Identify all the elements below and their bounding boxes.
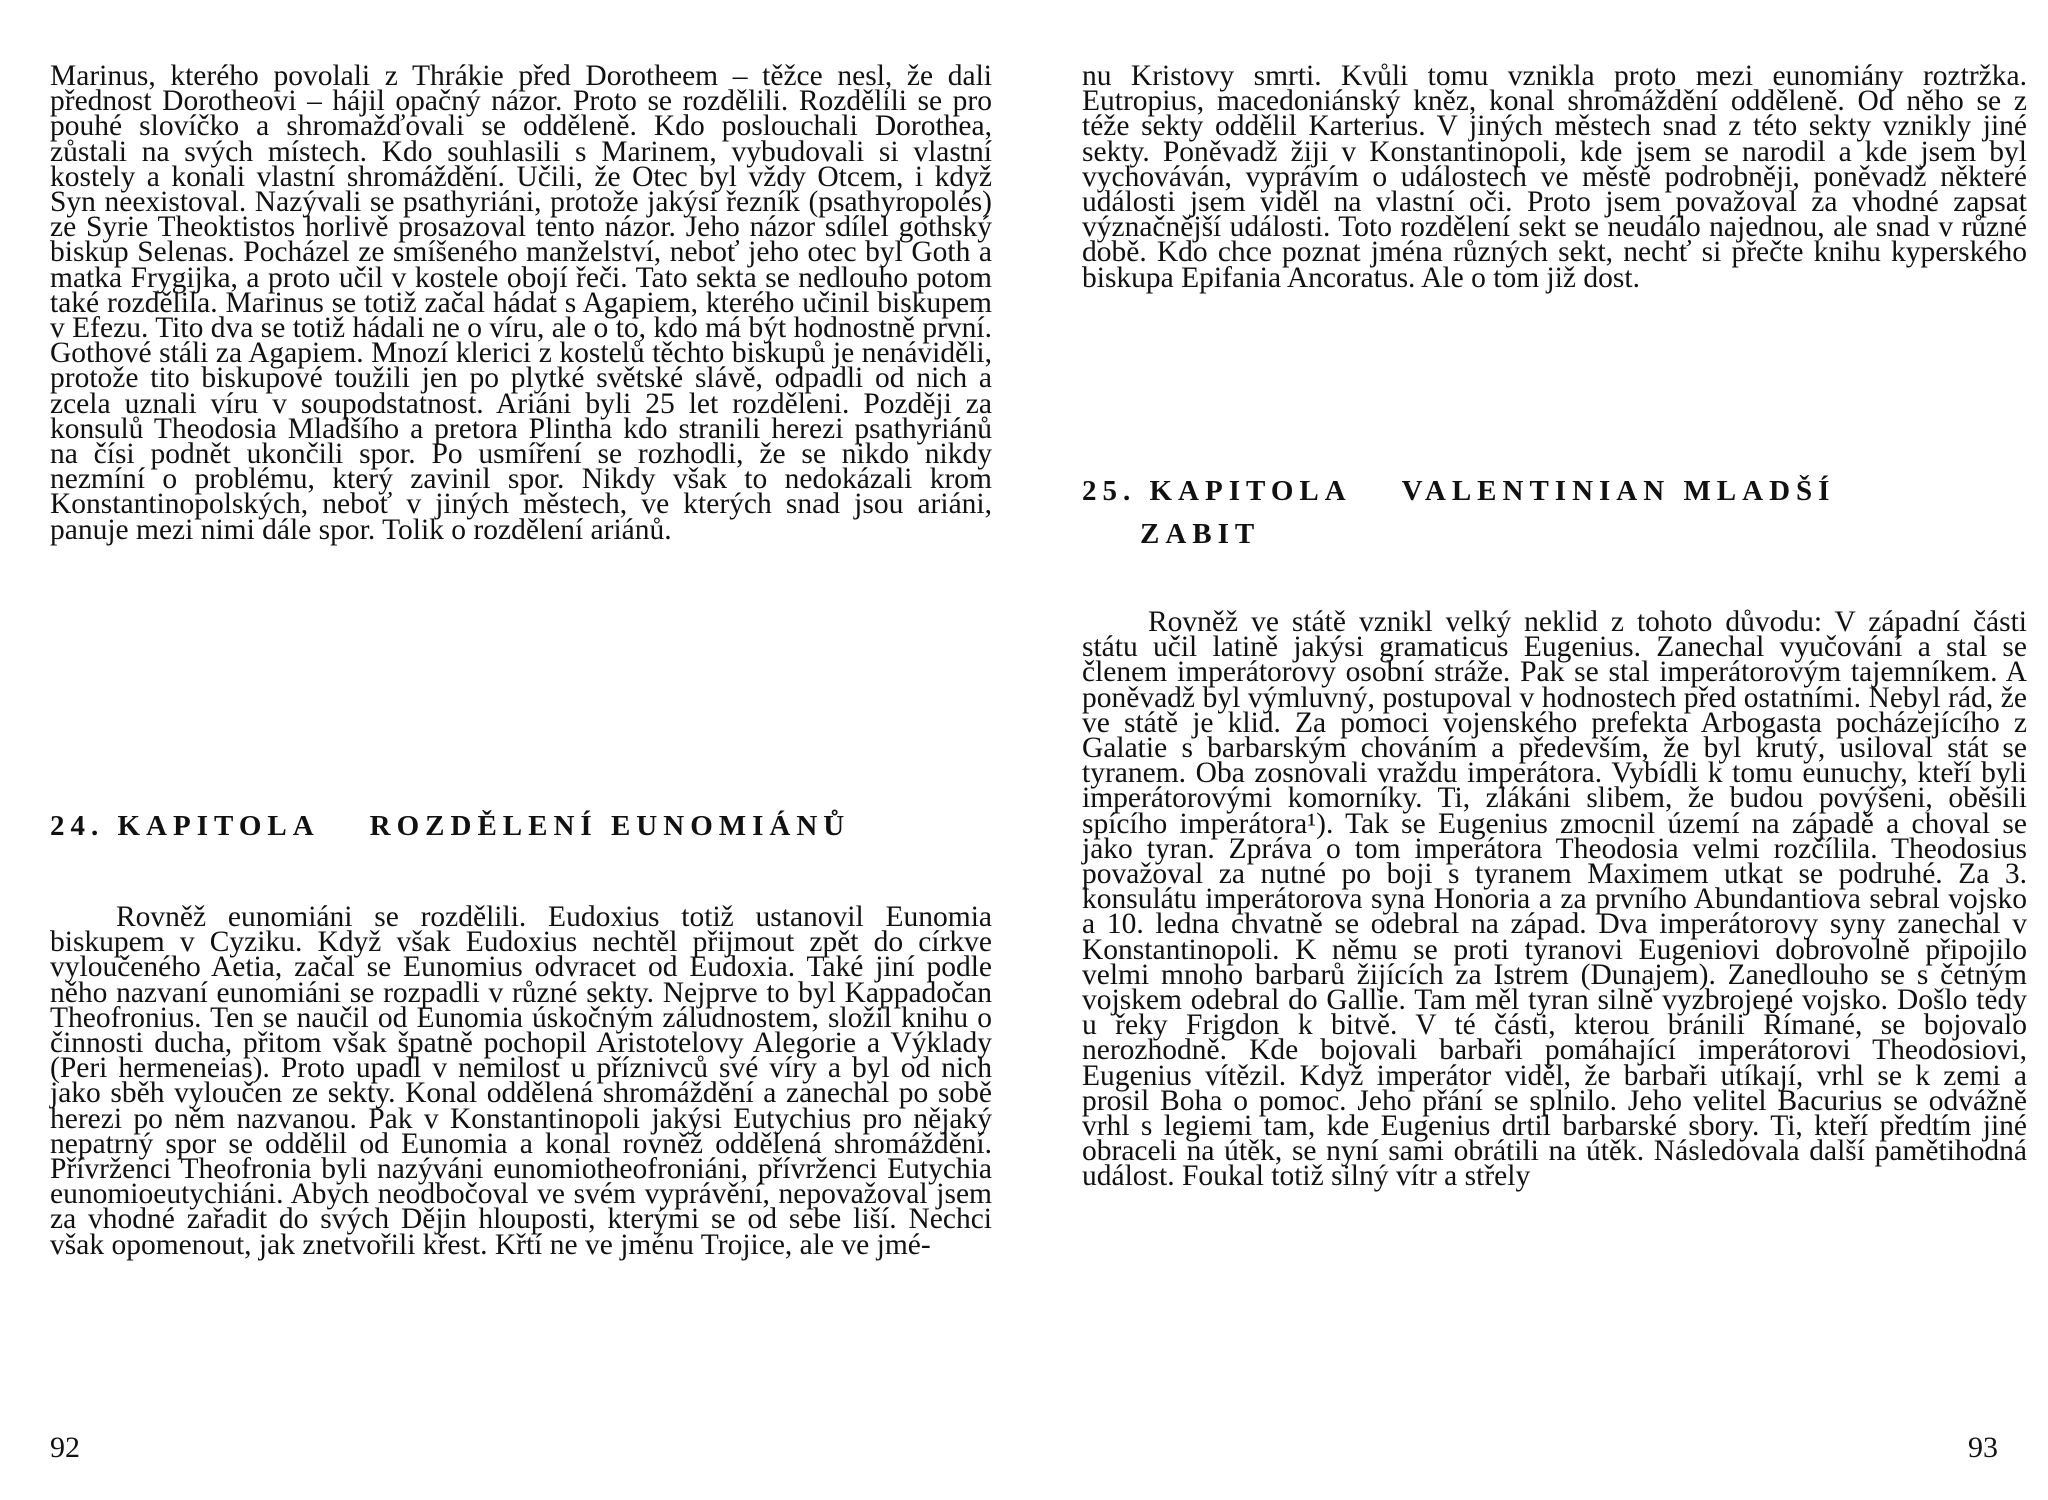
page-number-left: 92	[50, 1431, 80, 1464]
chapter-24-heading	[50, 806, 850, 846]
left-column-top	[50, 60, 992, 546]
right-page	[1024, 0, 2048, 1500]
right-paragraph-valentinian: Rovněž ve státě vznikl velký neklid z tohoto důvodu: V západní části státu učil latině jakýsi gramaticus Eugenius. Zanechal vyučování a stal se členem imperátorovy osobní stráže. Pak se stal imperátorovým tajemníkem. A poněvadž byl výmluvný, postupoval v hodnostech před ostatními. Nebyl rád, že ve státě je klid. Za pomoci vojenského prefekta Arbogasta pocházejícího z Galatie s barbarským chováním a především, že byl krutý, usiloval stát se tyranem. Oba zosnovali vraždu imperátora. Vybídli k tomu eunuchy, kteří byli imperátorovými komorníky. Ti, zlákáni slibem, že budou povýšeni, oběsili spícího imperátora¹). Tak se Eugenius zmocnil území na západě a choval se jako tyran. Zpráva o tom imperátora Theodosia velmi rozčílila. Theodosius považoval za nutné po boji s tyranem Maximem utkat se podruhé. Za 3. konsulátu imperátorova syna Honoria a za prvního Abundantiova sebral vojsko a 10. ledna chvatně se odebral na západ. Dva imperátorovy syny zanechal v Konstantinopoli. K němu se proti tyranovi Eugeniovi dobrovolně připojilo velmi mnoho barbarů žijících za Istrem (Dunajem). Zanedlouho se s četným vojskem odebral do Gallie. Tam měl tyran silně vyzbrojené vojsko. Došlo tedy u řeky Frigdon k bitvě. V té části, kterou bránili Římané, se bojovalo nerozhodně. Kde bojovali barbaři pomáhající imperátorovi Theodosiovi, Eugenius vítězil. Když imperátor viděl, že barbaři utíkají, vrhl se k zemi a prosil Boha o pomoc. Jeho přání se splnilo. Jeho velitel Bacurius se odvážně vrhl s legiemi tam, kde Eugenius drtil barbarské sbory. Ti, kteří předtím jiné obraceli na útěk, se nyní sami obrátili na útěk. Následovala další pamětihodná událost. Foukal totiž silný vítr a střely	[1082, 606, 2027, 1193]
page-number-right: 93	[1968, 1431, 1998, 1464]
left-paragraph-arians: Marinus, kterého povolali z Thrákie před Dorotheem – těžce nesl, že dali přednost Dorotheovi – hájil opačný názor. Proto se rozdělili. Rozdělili se pro pouhé slovíčko a shromažďovali se odděleně. Kdo poslouchali Dorothea, zůstali na svých místech. Kdo souhlasili s Marinem, vybudovali si vlastní kostely a konali vlastní shromáždění. Učili, že Otec byl vždy Otcem, i když Syn neexistoval. Nazývali se psathyriáni, protože jakýsi řezník (psathyropolés) ze Syrie Theoktistos horlivě prosazoval tento názor. Jeho názor sdílel gothský biskup Selenas. Pocházel ze smíšeného manželství, neboť jeho otec byl Goth a matka Frygijka, a proto učil v kostele obojí řeči. Tato sekta se nedlouho potom také rozdělila. Marinus se totiž začal hádat s Agapiem, kterého učinil biskupem v Efezu. Tito dva se totiž hádali ne o víru, ale o to, kdo má být hodnostně první. Gothové stáli za Agapiem. Mnozí klerici z kostelů těchto biskupů je nenáviděli, protože tito biskupové toužili jen po plytké světské slávě, odpadli od nich a zcela uznali víru v soupodstatnost. Ariáni byli 25 let rozděleni. Později za konsulů Theodosia Mladšího a pretora Plintha kdo stranili herezi psathyriánů na čísi podnět ukončili spor. Po usmíření se rozhodli, že se nikdo nikdy nezmíní o problému, který zavinil spor. Nikdy však to nedokázali krom Konstantinopolských, neboť v jiných městech, ve kterých snad jsou ariáni, panuje mezi nimi dále spor. Tolik o rozdělení ariánů.	[50, 60, 992, 546]
chapter-24-number: 24. KAPITOLA	[50, 810, 320, 842]
left-column-bottom	[50, 901, 992, 1261]
right-column-top	[1082, 60, 2027, 294]
left-paragraph-eunomians: Rovněž eunomiáni se rozdělili. Eudoxius totiž ustanovil Eunomia biskupem v Cyziku. Když však Eudoxius nechtěl přijmout zpět do církve vyloučeného Aetia, začal se Eunomius odvracet od Eudoxia. Také jiní podle něho nazvaní eunomiáni se rozpadli v různé sekty. Nejprve to byl Kappadočan Theofronius. Ten se naučil od Eunomia úskočným záludnostem, složil knihu o činnosti ducha, přitom však špatně pochopil Aristotelovy Alegorie a Výklady (Peri hermeneias). Proto upadl v nemilost u příznivců své víry a byl od nich jako sběh vyloučen ze sekty. Konal oddělená shromáždění a zanechal po sobě herezi po něm nazvanou. Pak v Konstantinopoli jakýsi Eutychius pro nějaký nepatrný spor se oddělil od Eunomia a konal rovněž oddělená shromáždění. Přívrženci Theofronia byli nazýváni eunomiotheofroniáni, přívrženci Eutychia eunomioeutychiáni. Abych neodbočoval ve svém vyprávění, nepovažoval jsem za vhodné zařadit do svých Dějin hlouposti, kterými se od sebe liší. Nechci však opomenout, jak znetvořili křest. Křtí ne ve jménu Trojice, ale ve jmé-	[50, 901, 992, 1261]
chapter-25-number: 25. KAPITOLA	[1082, 475, 1352, 507]
chapter-25-title-line2: ZABIT	[1140, 518, 1261, 550]
right-column-bottom	[1082, 606, 2027, 1193]
chapter-24-title: ROZDĚLENÍ EUNOMIÁNŮ	[369, 810, 851, 842]
chapter-25-heading	[1082, 470, 1835, 556]
right-paragraph-sects: nu Kristovy smrti. Kvůli tomu vznikla proto mezi eunomiány roztržka. Eutropius, macedoniánský kněz, konal shromáždění odděleně. Od něho se z téže sekty oddělil Karterius. V jiných městech snad z této sekty vznikly jiné sekty. Poněvadž žiji v Konstantinopoli, kde jsem se narodil a kde jsem byl vychováván, vyprávím o událostech ve městě podrobněji, poněvadž některé události jsem viděl na vlastní oči. Proto jsem považoval za vhodné zapsat význačnější události. Toto rozdělení sekt se neudálo najednou, ale snad v různé době. Kdo chce poznat jména různých sekt, nechť si přečte knihu kyperského biskupa Epifania Ancoratus. Ale o tom již dost.	[1082, 60, 2027, 294]
chapter-25-title-line1: VALENTINIAN MLADŠÍ	[1401, 475, 1836, 507]
